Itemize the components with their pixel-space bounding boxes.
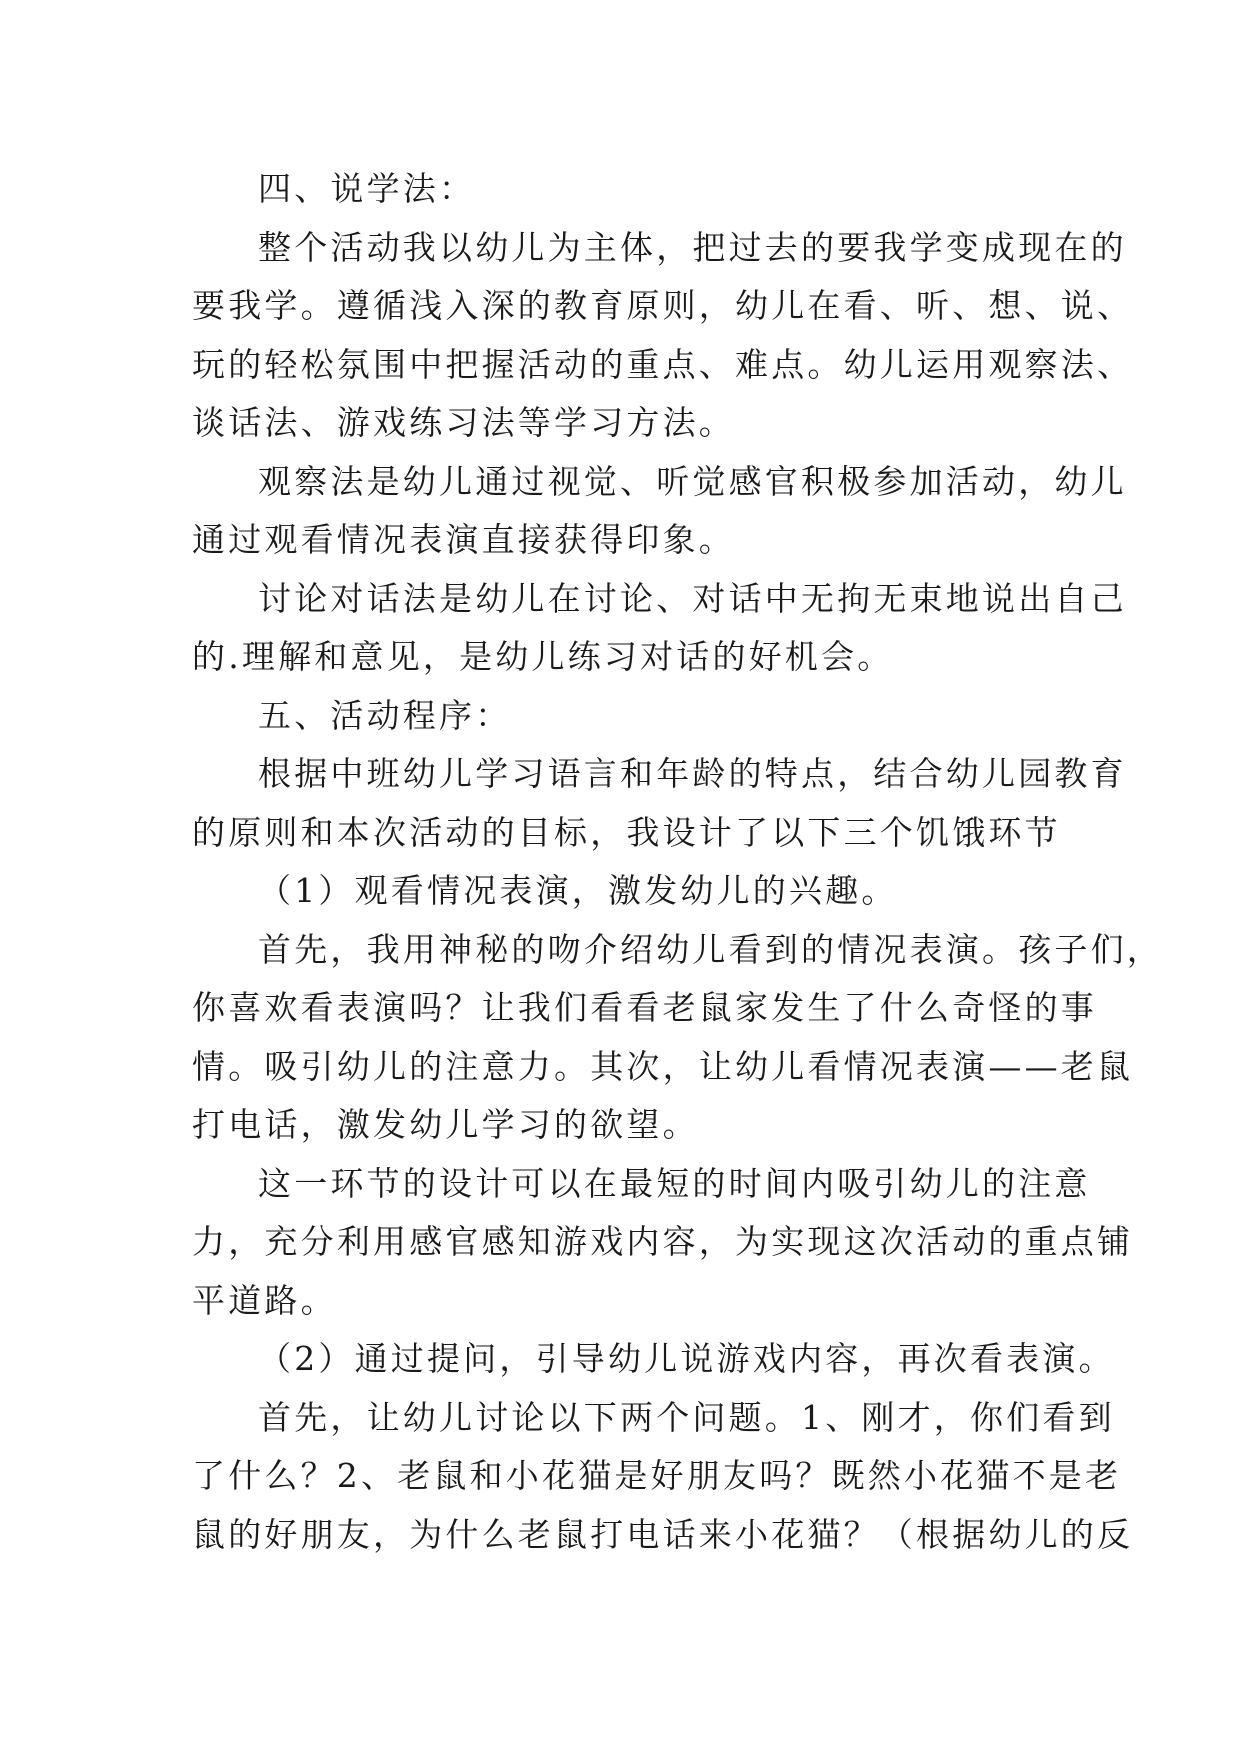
subsection-heading-step-1: （1）观看情况表演，激发幼儿的兴趣。 [258,871,898,910]
paragraph-line: 根据中班幼儿学习语言和年龄的特点，结合幼儿园教育 [258,754,1127,793]
section-heading-learning-methods: 四、说学法： [258,169,476,208]
paragraph-line: 力，充分利用感官感知游戏内容，为实现这次活动的重点铺 [192,1222,1134,1261]
paragraph-line: 要我学。遵循浅入深的教育原则，幼儿在看、听、想、说、 [192,286,1134,325]
paragraph-line: 鼠的好朋友，为什么老鼠打电话来小花猫？（根据幼儿的反 [192,1514,1134,1554]
paragraph-line: 讨论对话法是幼儿在讨论、对话中无拘无束地说出自己 [258,578,1127,618]
paragraph-line: 的原则和本次活动的目标，我设计了以下三个饥饿环节 [192,812,1061,852]
paragraph-line: 打电话，激发幼儿学习的欲望。 [192,1105,699,1144]
paragraph-line: 情。吸引幼儿的注意力。其次，让幼儿看情况表演——老鼠 [192,1046,1134,1086]
paragraph-line: 谈话法、游戏练习法等学习方法。 [192,403,735,442]
paragraph-line: 观察法是幼儿通过视觉、听觉感官积极参加活动，幼儿 [258,461,1127,501]
paragraph-line: 首先，我用神秘的吻介绍幼儿看到的情况表演。孩子们， [258,929,1163,969]
paragraph-line: 首先，让幼儿讨论以下两个问题。1、刚才，你们看到 [258,1397,1115,1437]
section-heading-activity-procedure: 五、活动程序： [258,695,512,735]
paragraph-line: 你喜欢看表演吗？让我们看看老鼠家发生了什么奇怪的事 [192,988,1097,1027]
document-body [192,160,1163,1564]
paragraph-line: 这一环节的设计可以在最短的时间内吸引幼儿的注意 [258,1163,1091,1203]
paragraph-line: 整个活动我以幼儿为主体，把过去的要我学变成现在的 [258,227,1127,267]
paragraph-line: 平道路。 [192,1280,337,1320]
paragraph-line: 玩的轻松氛围中把握活动的重点、难点。幼儿运用观察法、 [192,344,1134,384]
paragraph-line: 了什么？2、老鼠和小花猫是好朋友吗？既然小花猫不是老 [192,1456,1122,1495]
subsection-heading-step-2: （2）通过提问，引导幼儿说游戏内容，再次看表演。 [258,1339,1115,1378]
paragraph-line: 通过观看情况表演直接获得印象。 [192,520,735,559]
paragraph-line: 的.理解和意见，是幼儿练习对话的好机会。 [192,637,894,676]
